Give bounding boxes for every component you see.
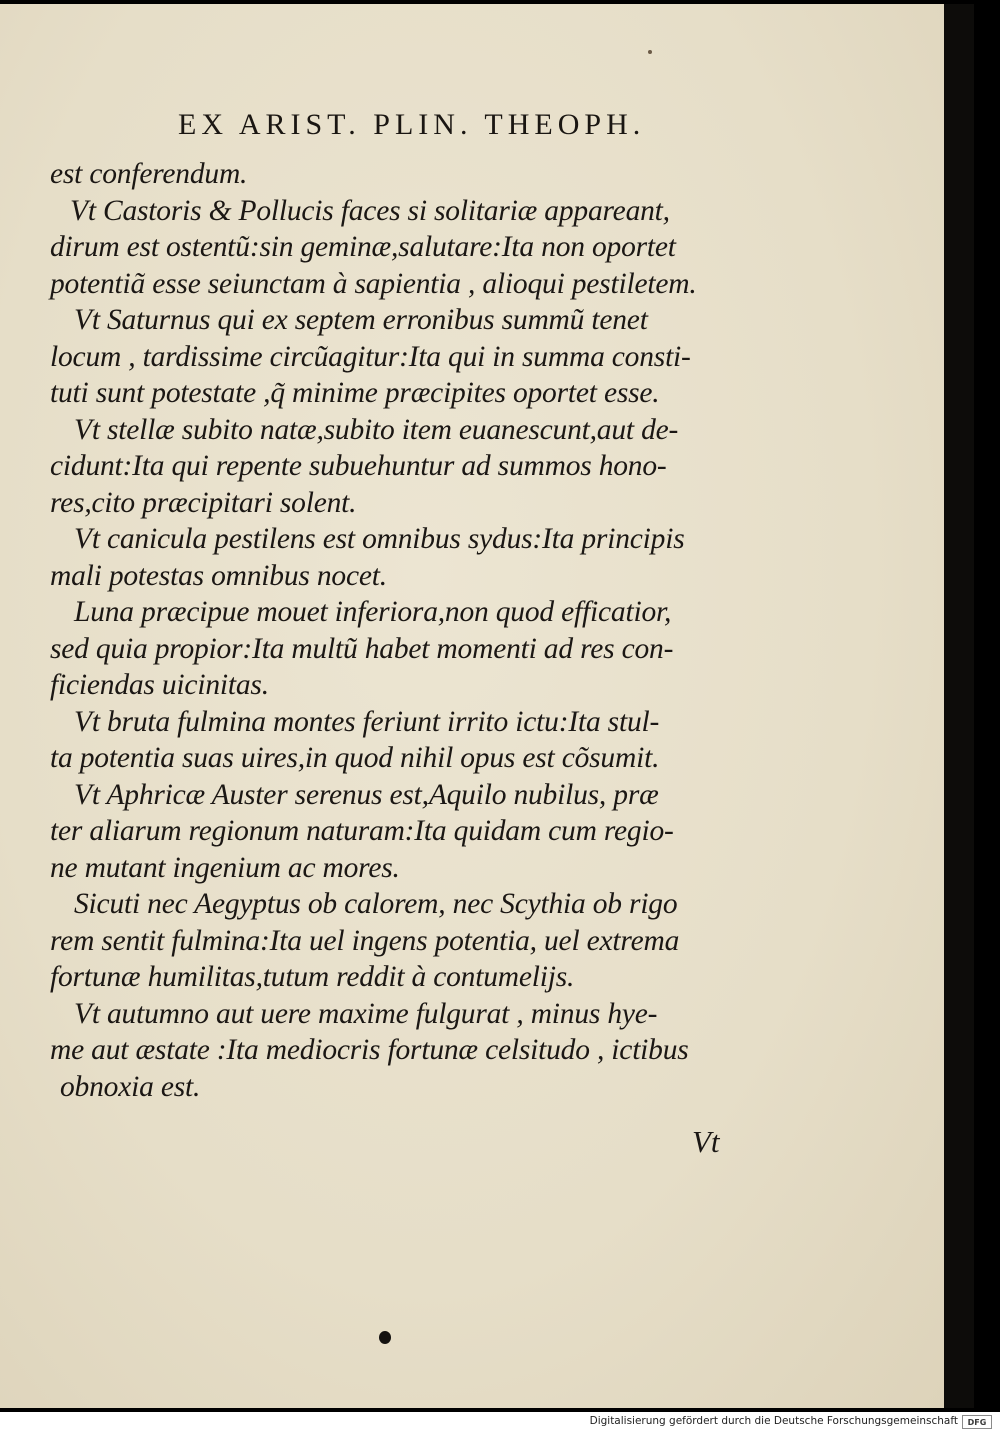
dfg-logo-icon[interactable]: DFG bbox=[962, 1415, 992, 1429]
text-line: rem sentit fulmina:Ita uel ingens potentia, uel extrema bbox=[50, 924, 680, 957]
text-line: obnoxia est. bbox=[60, 1070, 201, 1103]
ink-dot bbox=[379, 1331, 391, 1344]
text-line: Vt Castoris & Pollucis faces si solitariæ appareant, bbox=[70, 194, 670, 227]
funding-credit: Digitalisierung gefördert durch die Deutsche Forschungsgemeinschaft bbox=[589, 1415, 958, 1427]
text-line: sed quia propior:Ita multũ habet momenti ad res con- bbox=[50, 632, 674, 665]
text-line: dirum est ostentũ:sin geminæ,salutare:Ita non oportet bbox=[50, 231, 676, 263]
text-line: Vt canicula pestilens est omnibus sydus:Ita principis bbox=[74, 523, 685, 555]
text-line: Vt stellæ subito natæ,subito item euanescunt,aut de- bbox=[74, 413, 679, 446]
text-line: Vt Aphricæ Auster serenus est,Aquilo nubilus, præ bbox=[74, 778, 659, 811]
text-line: Vt Saturnus qui ex septem erronibus summũ tenet bbox=[74, 304, 648, 336]
page-text bbox=[50, 156, 750, 1105]
text-line: fortunæ humilitas,tutum reddit à contumelijs. bbox=[50, 961, 575, 993]
text-line: Sicuti nec Aegyptus ob calorem, nec Scythia ob rigo bbox=[74, 888, 678, 920]
page-edge-shadow bbox=[944, 4, 974, 1408]
text-line: Vt autumno aut uere maxime fulgurat , minus hye- bbox=[74, 997, 658, 1030]
text-line: ta potentia suas uires,in quod nihil opus est cõsumit. bbox=[50, 742, 660, 774]
text-line: locum , tardissime circũagitur:Ita qui in summa consti- bbox=[50, 340, 691, 373]
text-line: potentiã esse seiunctam à sapientia , alioqui pestiletem. bbox=[50, 267, 697, 300]
catchword: Vt bbox=[692, 1124, 720, 1159]
text-line: cidunt:Ita qui repente subuehuntur ad summos hono- bbox=[50, 450, 667, 482]
text-line: Luna præcipue mouet inferiora,non quod efficatior, bbox=[74, 596, 672, 628]
text-line: mali potestas omnibus nocet. bbox=[50, 559, 387, 592]
paper-speck bbox=[648, 50, 652, 54]
text-line: ficiendas uicinitas. bbox=[50, 669, 269, 701]
text-line: ter aliarum regionum naturam:Ita quidam cum regio- bbox=[50, 815, 674, 847]
text-line: est conferendum. bbox=[50, 158, 248, 190]
text-line: res,cito præcipitari solent. bbox=[50, 486, 357, 519]
text-line: tuti sunt potestate ,q̃ minime præcipites oportet esse. bbox=[50, 377, 660, 409]
text-line: ne mutant ingenium ac mores. bbox=[50, 851, 400, 884]
running-head: EX ARIST. PLIN. THEOPH. bbox=[178, 108, 646, 141]
book-page bbox=[0, 4, 944, 1408]
text-line: Vt bruta fulmina montes feriunt irrito ictu:Ita stul- bbox=[74, 705, 660, 738]
footer-bar bbox=[0, 1412, 1000, 1433]
text-line: me aut æstate :Ita mediocris fortunæ celsitudo , ictibus bbox=[50, 1034, 689, 1066]
